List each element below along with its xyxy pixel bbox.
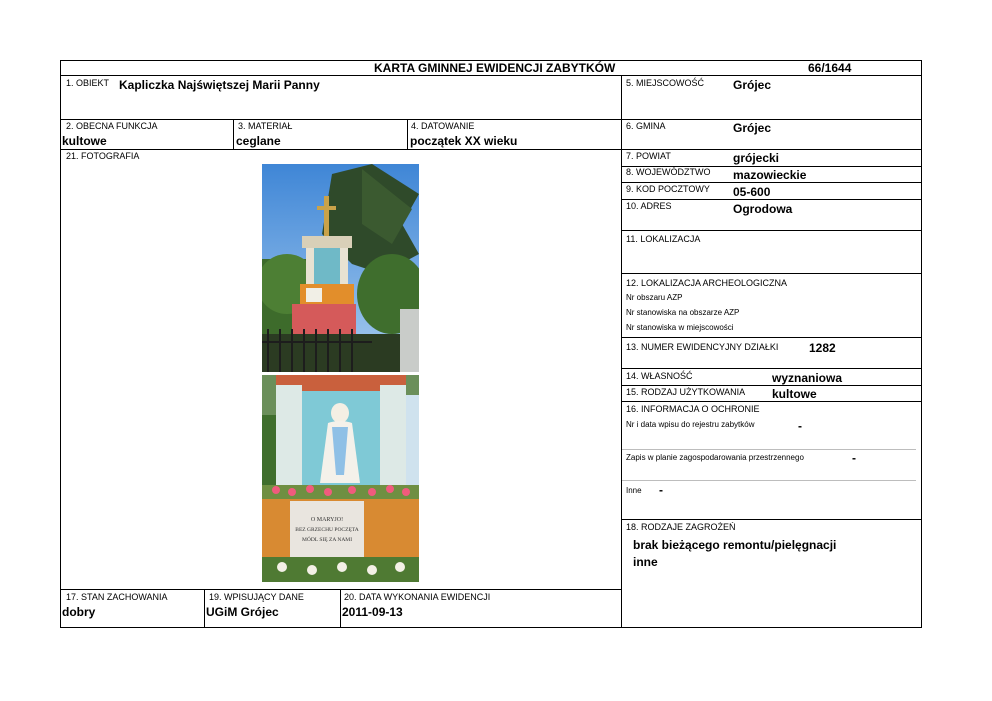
right-row-divider-8 [621, 182, 922, 183]
col-divider-2-3 [233, 119, 234, 149]
funkcja-value: kultowe [62, 134, 107, 148]
ochrona-inne-value: - [659, 483, 663, 497]
ochrona-rejestr-value: - [798, 419, 802, 433]
zagrozenia-line-2: inne [633, 555, 658, 569]
wlasnosc-value: wyznaniowa [772, 371, 843, 385]
right-row-divider-9 [621, 199, 922, 200]
col-divider-17-19 [204, 589, 205, 628]
header-column-divider [621, 60, 622, 76]
left-row-divider-3 [60, 589, 622, 590]
ochrona-inne-label: Inne [626, 486, 642, 495]
stan-label: 17. STAN ZACHOWANIA [66, 592, 168, 602]
plaque-text-1: O MARYJO! [310, 517, 344, 523]
shrine-photo-top [262, 164, 419, 372]
uzytkowanie-value: kultowe [772, 387, 817, 401]
material-label: 3. MATERIAŁ [238, 121, 293, 131]
wlasnosc-label: 14. WŁASNOŚĆ [626, 371, 693, 381]
obiekt-value: Kapliczka Najświętszej Marii Panny [119, 78, 320, 92]
powiat-value: grójecki [733, 151, 780, 165]
wojewodztwo-value: mazowieckie [733, 168, 807, 182]
right-row-divider-15 [621, 401, 922, 402]
left-row-divider-1 [60, 119, 622, 120]
left-row-divider-2 [60, 149, 622, 150]
plaque-text-2: BEZ GRZECHU POCZĘTA [295, 527, 359, 533]
datowanie-label: 4. DATOWANIE [411, 121, 475, 131]
arch-line-3: Nr stanowiska w miejscowości [626, 323, 734, 332]
arch-line-2: Nr stanowiska na obszarze AZP [626, 308, 740, 317]
material-value: ceglane [236, 134, 281, 148]
adres-value: Ogrodowa [733, 202, 793, 216]
lokalizacja-label: 11. LOKALIZACJA [626, 234, 701, 244]
data-value: 2011-09-13 [342, 605, 403, 619]
kod-value: 05-600 [733, 185, 771, 199]
plaque-text-3: MÓDL SIĘ ZA NAMI [301, 537, 353, 543]
card-number: 66/1644 [808, 61, 852, 75]
datowanie-value: początek XX wieku [410, 134, 518, 148]
data-label: 20. DATA WYKONANIA EWIDENCJI [344, 592, 491, 602]
uzytkowanie-label: 15. RODZAJ UŻYTKOWANIA [626, 387, 746, 397]
right-row-divider-6 [621, 149, 922, 150]
shrine-exterior-image [262, 164, 419, 372]
stan-value: dobry [62, 605, 96, 619]
gmina-label: 6. GMINA [626, 121, 666, 131]
ochrona-plan-value: - [852, 451, 856, 465]
dzialka-value: 1282 [809, 341, 836, 355]
adres-label: 10. ADRES [626, 201, 672, 211]
header-divider [60, 75, 922, 76]
ochrona-plan-label: Zapis w planie zagospodarowania przestrzennego [626, 453, 804, 462]
col-divider-19-20 [340, 589, 341, 628]
miejscowosc-label: 5. MIEJSCOWOŚĆ [626, 78, 705, 88]
funkcja-label: 2. OBECNA FUNKCJA [66, 121, 158, 131]
ochrona-divider-1 [622, 449, 916, 450]
gmina-value: Grójec [733, 121, 772, 135]
madonna-statue-image [262, 375, 419, 582]
arch-label: 12. LOKALIZACJA ARCHEOLOGICZNA [626, 278, 788, 288]
wojewodztwo-label: 8. WOJEWÓDZTWO [626, 167, 711, 177]
right-row-divider-12 [621, 337, 922, 338]
zagrozenia-label: 18. RODZAJE ZAGROŻEŃ [626, 522, 736, 532]
card-title: KARTA GMINNEJ EWIDENCJI ZABYTKÓW [374, 61, 616, 75]
arch-line-1: Nr obszaru AZP [626, 293, 683, 302]
shrine-photo-bottom [262, 375, 419, 582]
ochrona-label: 16. INFORMACJA O OCHRONIE [626, 404, 760, 414]
kod-label: 9. KOD POCZTOWY [626, 184, 710, 194]
zagrozenia-line-1: brak bieżącego remontu/pielęgnacji [633, 538, 837, 552]
ochrona-rejestr-label: Nr i data wpisu do rejestru zabytków [626, 420, 755, 429]
wpisujacy-value: UGiM Grójec [206, 605, 279, 619]
ochrona-divider-2 [622, 480, 916, 481]
dzialka-label: 13. NUMER EWIDENCYJNY DZIAŁKI [626, 342, 779, 352]
right-row-divider-16 [621, 519, 922, 520]
right-row-divider-10 [621, 230, 922, 231]
powiat-label: 7. POWIAT [626, 151, 671, 161]
right-row-divider-5 [621, 119, 922, 120]
miejscowosc-value: Grójec [733, 78, 772, 92]
wpisujacy-label: 19. WPISUJĄCY DANE [209, 592, 304, 602]
right-row-divider-11 [621, 273, 922, 274]
fotografia-label: 21. FOTOGRAFIA [66, 151, 140, 161]
col-divider-3-4 [407, 119, 408, 149]
main-column-divider [621, 75, 622, 628]
obiekt-label: 1. OBIEKT [66, 78, 110, 88]
right-row-divider-13 [621, 368, 922, 369]
right-row-divider-14 [621, 385, 922, 386]
